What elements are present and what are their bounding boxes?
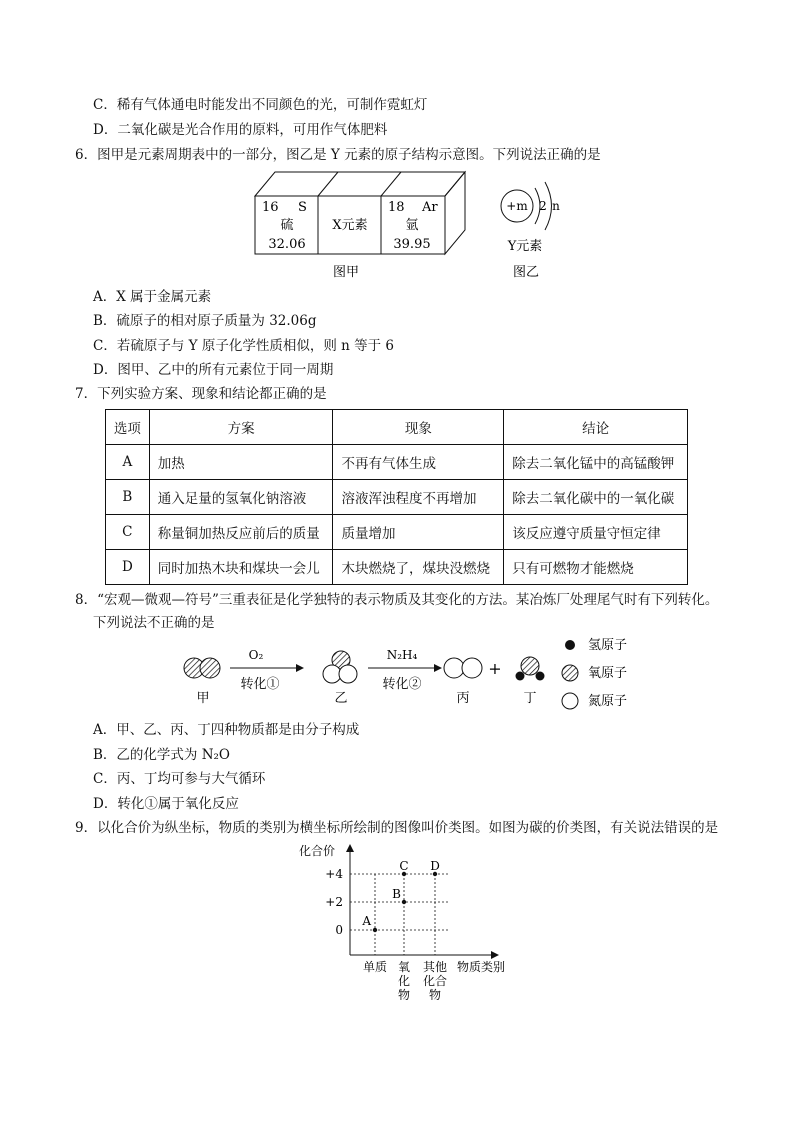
table-row <box>106 515 688 550</box>
plus-sign: + <box>488 659 502 678</box>
label-jia: 甲 <box>196 691 210 706</box>
sulfur-number: 16 <box>262 200 279 215</box>
q8-stem: 8．“宏观—微观—符号”三重表征是化学独特的表示物质及其变化的方法。某冶炼厂处理尾气时有下列转化。 <box>75 592 719 608</box>
point-label-a: A <box>362 914 371 928</box>
header-conclusion: 结论 <box>504 410 688 445</box>
molecule-bing <box>444 658 482 678</box>
cell-conclusion: 该反应遵守质量守恒定律 <box>504 515 688 550</box>
legend-nitrogen: 氮原子 <box>588 694 628 709</box>
molecule-reaction-figure <box>170 632 650 714</box>
point-a <box>373 928 377 932</box>
sulfur-mass: 32.06 <box>268 237 306 252</box>
argon-mass: 39.95 <box>393 237 431 252</box>
cell-plan: 称量铜加热反应前后的质量 <box>149 515 333 550</box>
q5-option-c: C．稀有气体通电时能发出不同颜色的光，可制作霓虹灯 <box>93 97 428 113</box>
molecule-ding <box>516 657 545 681</box>
x-tick-elements: 单质 <box>362 960 388 974</box>
table-row <box>106 445 688 480</box>
cell-option: A <box>106 445 150 480</box>
arrow2-reagent: N₂H₄ <box>386 648 418 662</box>
q8-option-d: D．转化①属于氧化反应 <box>93 796 239 812</box>
cell-phenomenon: 不再有气体生成 <box>333 445 504 480</box>
legend-oxygen: 氧原子 <box>588 666 628 681</box>
sulfur-name: 硫 <box>280 218 294 233</box>
cell-conclusion: 除去二氧化碳中的一氧化碳 <box>504 480 688 515</box>
table-row <box>106 550 688 585</box>
point-b <box>402 900 406 904</box>
q6-option-d: D．图甲、乙中的所有元素位于同一周期 <box>93 362 334 378</box>
molecule-jia <box>184 658 220 678</box>
point-label-b: B <box>392 887 401 901</box>
figure-a-caption: 图甲 <box>332 265 360 280</box>
molecule-yi <box>323 651 357 683</box>
header-phenomenon: 现象 <box>333 410 504 445</box>
x-element-label: X元素 <box>332 218 368 233</box>
q9-stem: 9．以化合价为纵坐标，物质的类别为横坐标所绘制的图像叫价类图。如图为碳的价类图，有关说法错误的是 <box>75 820 719 836</box>
inner-shell-electrons: 2 <box>539 199 547 213</box>
y-tick-plus4: +4 <box>325 867 343 881</box>
hydrogen-atom-icon <box>565 640 575 650</box>
x-tick-other-compounds: 其他化合物 <box>422 960 448 1002</box>
cell-option: D <box>106 550 150 585</box>
cell-conclusion: 只有可燃物才能燃烧 <box>504 550 688 585</box>
header-plan: 方案 <box>149 410 333 445</box>
x-tick-oxides: 氧化物 <box>397 960 411 1002</box>
arrow1-reagent: O₂ <box>248 648 264 662</box>
table-row <box>106 480 688 515</box>
cell-phenomenon: 木块燃烧了，煤块没燃烧 <box>333 550 504 585</box>
nucleus-charge: +m <box>506 199 528 213</box>
point-label-c: C <box>399 859 409 873</box>
q8-option-c: C．丙、丁均可参与大气循环 <box>93 771 266 787</box>
cell-plan: 通入足量的氢氧化钠溶液 <box>149 480 333 515</box>
header-option: 选项 <box>106 410 150 445</box>
point-label-d: D <box>430 859 440 873</box>
cell-plan: 同时加热木块和煤块一会儿 <box>149 550 333 585</box>
nitrogen-atom-icon <box>562 693 578 709</box>
table-header-row <box>106 410 688 445</box>
argon-name: 氩 <box>405 218 419 233</box>
valence-chart <box>295 840 520 1010</box>
x-axis-label: 物质类别 <box>457 960 506 974</box>
outer-shell-electrons: n <box>552 199 560 213</box>
y-axis-label: 化合价 <box>299 844 336 858</box>
oxygen-atom-icon <box>562 665 578 681</box>
argon-number: 18 <box>388 200 405 215</box>
periodic-table-figure <box>250 168 580 286</box>
q6-option-b: B．硫原子的相对原子质量为 32.06g <box>93 313 317 329</box>
q8-stem-continued: 下列说法不正确的是 <box>93 615 215 631</box>
legend-hydrogen: 氢原子 <box>588 638 628 653</box>
y-tick-zero: 0 <box>335 923 343 937</box>
cell-option: C <box>106 515 150 550</box>
y-tick-plus2: +2 <box>325 895 343 909</box>
q6-stem: 6．图甲是元素周期表中的一部分，图乙是 Y 元素的原子结构示意图。下列说法正确的是 <box>75 147 601 163</box>
figure-b-caption: 图乙 <box>512 265 540 280</box>
q5-option-d: D．二氧化碳是光合作用的原料，可用作气体肥料 <box>93 122 388 138</box>
q8-option-b: B．乙的化学式为 N₂O <box>93 747 231 763</box>
q6-option-c: C．若硫原子与 Y 原子化学性质相似，则 n 等于 6 <box>93 338 394 354</box>
arrow2-label: 转化② <box>382 677 422 692</box>
experiment-table <box>105 409 688 585</box>
cell-phenomenon: 质量增加 <box>333 515 504 550</box>
label-yi: 乙 <box>334 691 348 706</box>
label-ding: 丁 <box>523 691 537 706</box>
q6-option-a: A．X 属于金属元素 <box>93 289 212 305</box>
cell-option: B <box>106 480 150 515</box>
q7-stem: 7．下列实验方案、现象和结论都正确的是 <box>75 386 327 402</box>
arrow1-label: 转化① <box>240 677 280 692</box>
y-element-label: Y元素 <box>507 239 543 254</box>
cell-conclusion: 除去二氧化锰中的高锰酸钾 <box>504 445 688 480</box>
q8-option-a: A．甲、乙、丙、丁四种物质都是由分子构成 <box>93 722 360 738</box>
argon-symbol: Ar <box>422 200 438 215</box>
cell-phenomenon: 溶液浑浊程度不再增加 <box>333 480 504 515</box>
cell-plan: 加热 <box>149 445 333 480</box>
sulfur-symbol: S <box>298 200 307 215</box>
label-bing: 丙 <box>456 691 470 706</box>
